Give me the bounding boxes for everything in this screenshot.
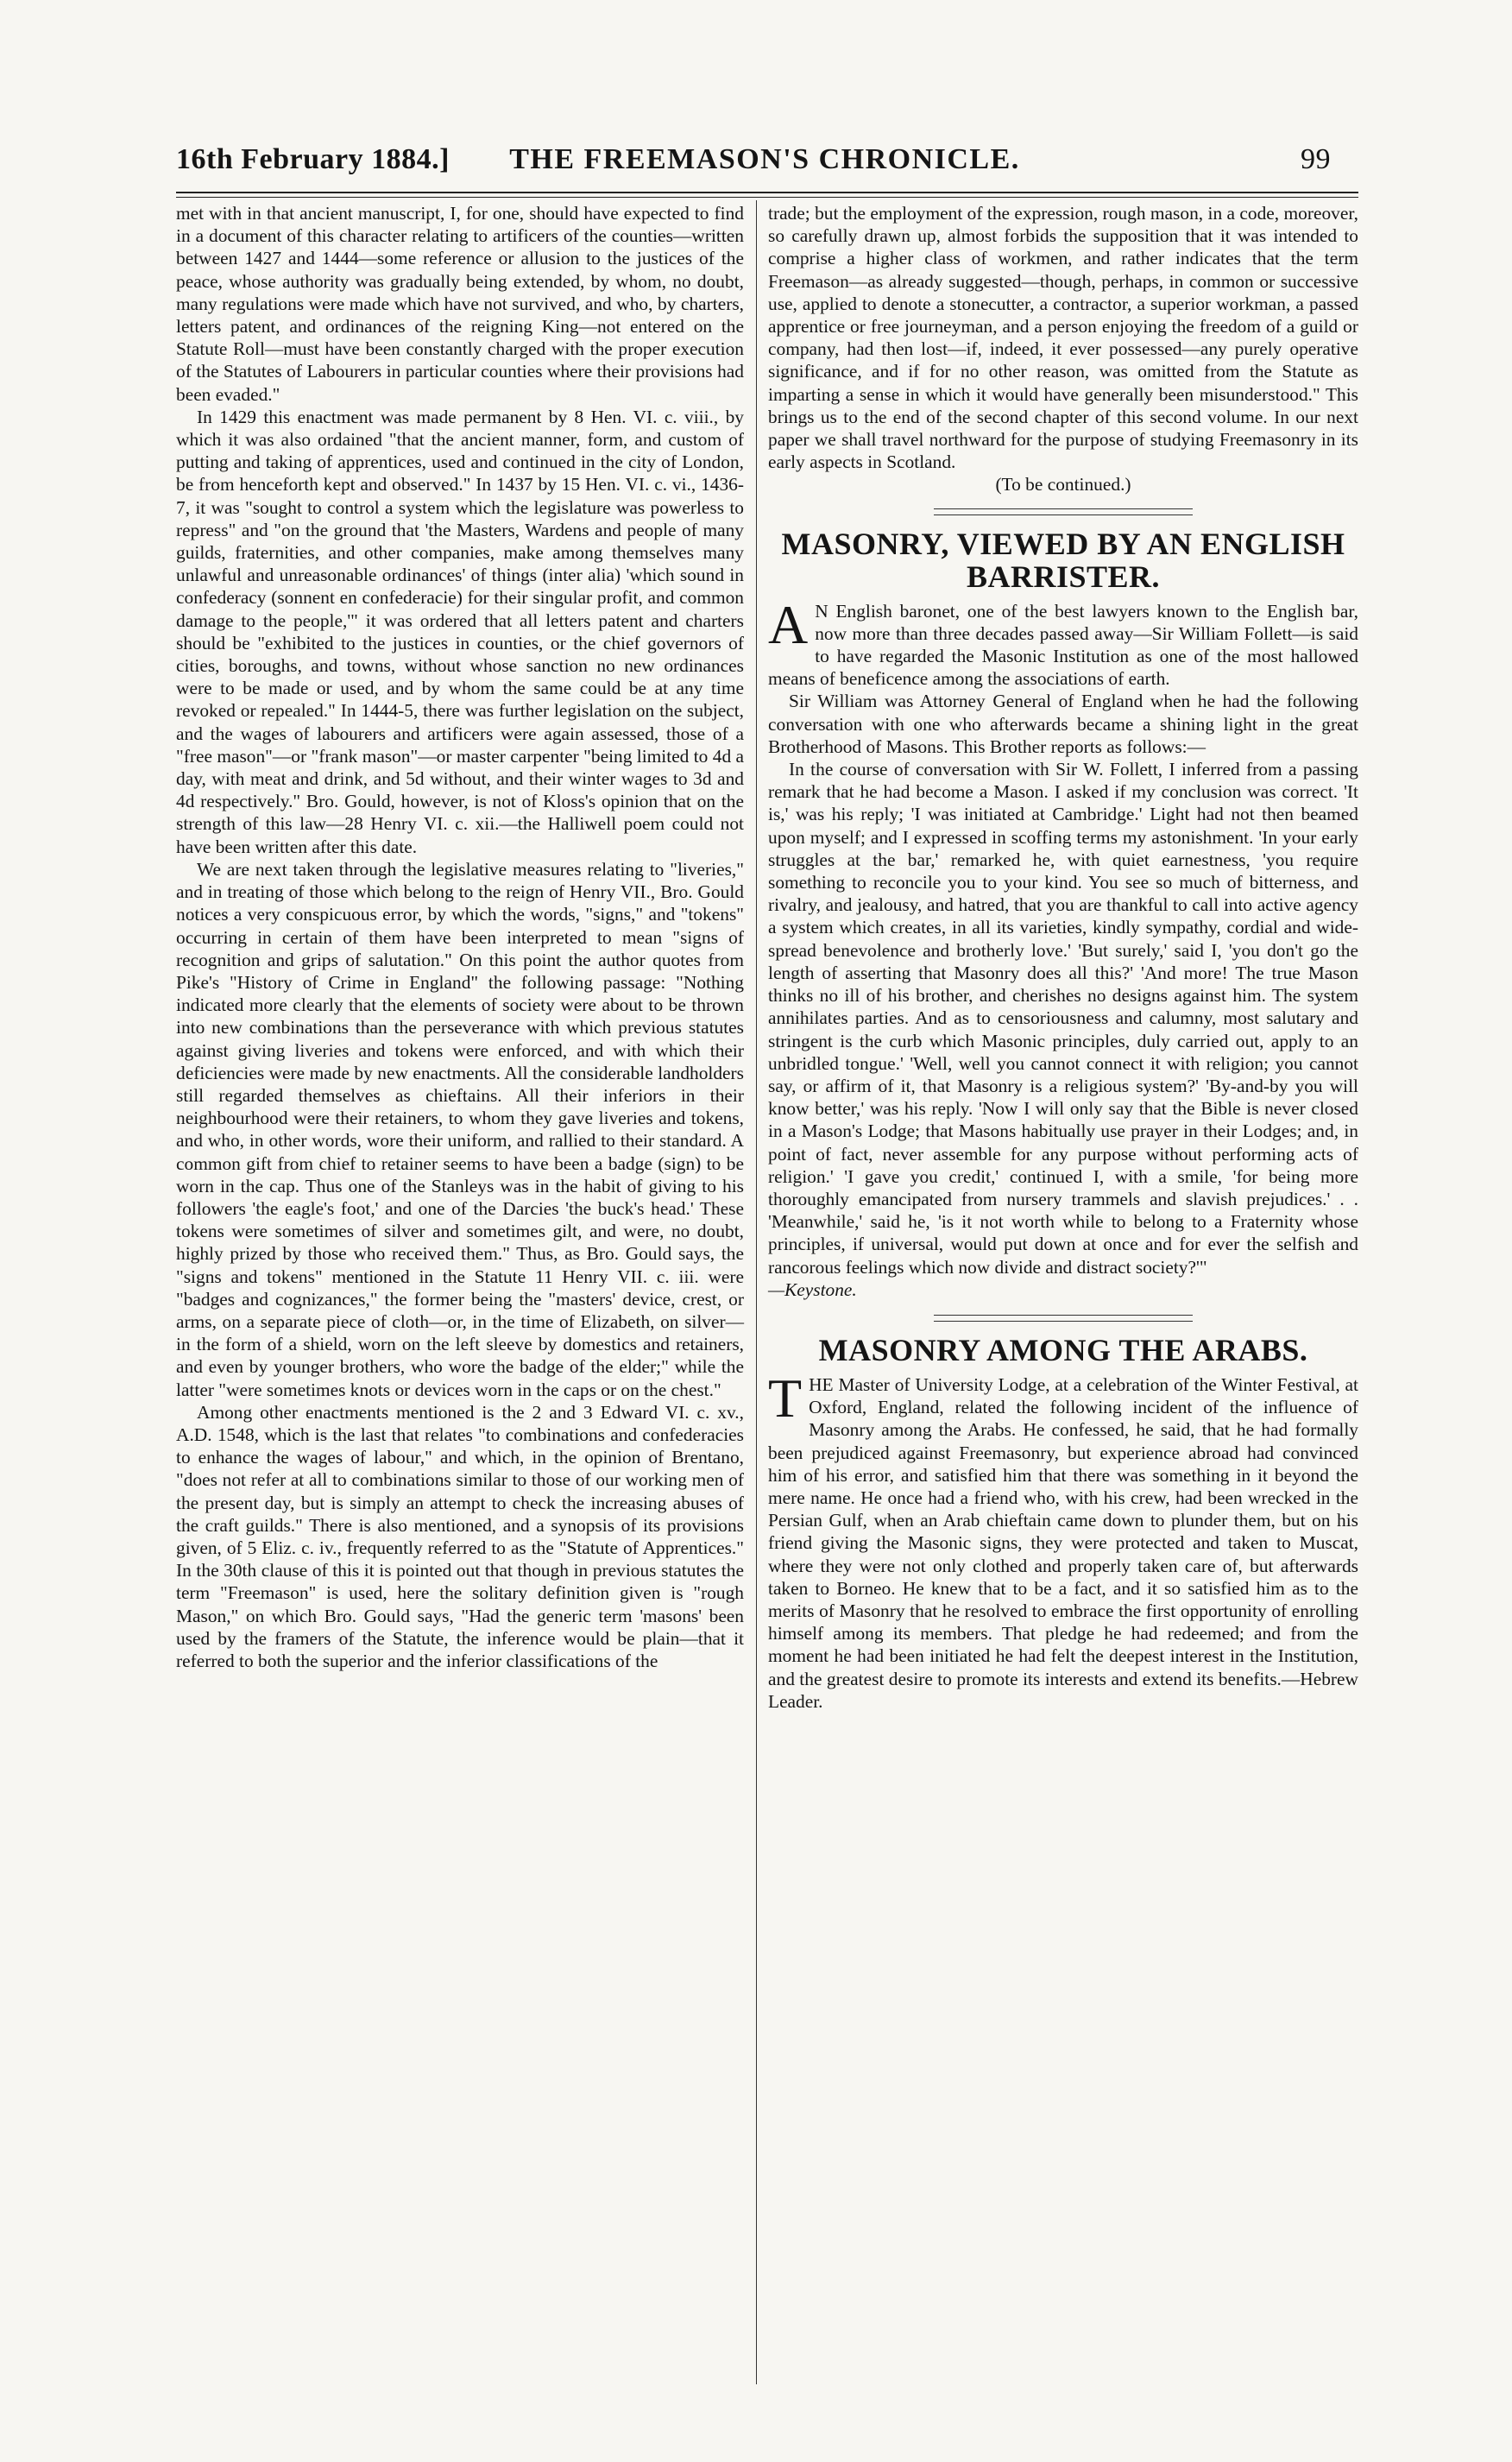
section-divider-2: [934, 1315, 1193, 1322]
page-number: 99: [1301, 143, 1331, 175]
left-column: [176, 202, 744, 1672]
spacer: [768, 593, 1358, 600]
header-rule: [176, 192, 1358, 193]
article-arabs-title: MASONRY AMONG THE ARABS.: [818, 1332, 1308, 1367]
article-barrister-title: MASONRY, VIEWED BY AN ENGLISH BARRISTER.: [781, 526, 1345, 594]
article-barrister-paragraph-1-text: N English baronet, one of the best lawyers known to the English bar, now more than three decades passed away—Sir William Follett—is said to have regarded the Masonic Institution as one of the most hallowed means of beneficence among the associations of earth.: [768, 600, 1358, 690]
article-barrister-paragraph-3: In the course of conversation with Sir W. Follett, I inferred from a passing remark that he had become a Mason. I asked if my conclusion was correct. 'It is,' was his reply; 'I was initiated at Cambridge.' Light had not then beamed upon myself; and I expressed in scoffing terms my astonishment. 'In your early struggles at the bar,' remarked he, with quiet earnestness, 'you require something to reconcile you to your kind. You see so much of bitterness, and rivalry, and jealousy, and hatred, that you are thankful to call into active agency a system which creates, in all its varieties, kindly sympathy, cordial and wide-spread benevolence and brotherly love.' 'But surely,' said I, 'you don't go the length of asserting that Masonry does all this?' 'And more! The true Mason thinks no ill of his brother, and cherishes no designs against him. The system annihilates parties. And as to censoriousness and calumny, most salutary and stringent is the curb which Masonic principles, duly carried out, apply to an unbridled tongue.' 'Well, well you cannot connect it with religion; you cannot say, or affirm of it, that Masonry is a religious system?' 'By-and-by you will know better,' was his reply. 'Now I will only say that the Bible is never closed in a Mason's Lodge; that Masons habitually use prayer in their Lodges; and, in point of fact, never assemble for any purpose without performing acts of religion.' 'I gave you credit,' continued I, with a smile, 'for being more thoroughly emancipated from nursery trammels and slavish prejudices.' . . 'Meanwhile,' said he, 'is it not worth while to belong to a Fraternity whose principles, if universal, would put down at once and for ever the selfish and rancorous feelings which now divide and distract society?'": [768, 759, 1358, 1278]
header-rule-thin: [176, 197, 1358, 198]
left-paragraph-3: We are next taken through the legislative measures relating to "liveries," and in treating of those which belong to the reign of Henry VII., Bro. Gould notices a very conspicuous error, by which the words, "signs," and "tokens" occurring in certain of them have been interpreted to mean "signs of recognition and grips of salutation." On this point the author quotes from Pike's "History of Crime in England" the following passage: "Nothing indicated more clearly that the elements of society were about to be thrown into new combinations than the perseverance with which previous statutes against giving liveries and tokens were enforced, and with which their deficiencies were made by new enactments. All the considerable landholders still regarded themselves as chieftains. All their inferiors in their neighbourhood were their retainers, to whom they gave liveries and tokens, and who, in other words, wore their uniform, and rallied to their standard. A common gift from chief to retainer seems to have been a badge (sign) to be worn in the cap. Thus one of the Stanleys was in the habit of giving to his followers 'the eagle's foot,' and one of the Darcies 'the buck's head.' These tokens were sometimes of silver and sometimes gilt, and were, no doubt, highly prized by those who received them." Thus, as Bro. Gould says, the "signs and tokens" mentioned in the Statute 11 Henry VII. c. iii. were "badges and cognizances," the former being the "masters' device, crest, or arms, on a separate piece of cloth—or, in the time of Elizabeth, on silver—in the form of a shield, worn on the left sleeve by domestics and retainers, and even by younger brothers, who wore the badge of the elder;" while the latter "were sometimes knots or devices worn in the caps or on the chest.": [176, 858, 744, 1400]
section-divider-1: [934, 508, 1193, 515]
dropcap-t: T: [768, 1367, 803, 1429]
spacer: [768, 1367, 1358, 1373]
publication-title: THE FREEMASON'S CHRONICLE.: [509, 143, 1020, 175]
left-paragraph-1: met with in that ancient manuscript, I, for one, should have expected to find in a document of this character relating to artificers of the counties—written between 1427 and 1444—some reference or allusion to the justices of the peace, whose authority was gradually being extended, by whom, no doubt, many regulations were made which have not survived, and who, by charters, letters patent, and ordinances of the reigning King—not entered on the Statute Roll—must have been constantly charged with the proper execution of the Statutes of Labourers in particular counties where their provisions had been evaded.": [176, 203, 744, 405]
to-be-continued-note: (To be continued.): [995, 474, 1131, 496]
dropcap-a: A: [768, 593, 809, 655]
article-barrister-paragraph-1: [768, 593, 1358, 691]
column-divider: [756, 200, 757, 2384]
issue-date: 16th February 1884.]: [176, 143, 450, 175]
page-header: [164, 135, 1365, 186]
article-arabs-paragraph: [768, 1367, 1358, 1713]
article-barrister-source: —Keystone.: [768, 1278, 857, 1300]
right-column: [768, 202, 1358, 1713]
left-paragraph-2: In 1429 this enactment was made permanent by 8 Hen. VI. c. viii., by which it was also ordained "that the ancient manner, form, and custom of putting and taking of apprentices, used and continued in the city of London, be from henceforth kept and observed." In 1437 by 15 Hen. VI. c. vi., 1436-7, it was "sought to control a system which the legislature was powerless to repress" and "on the ground that 'the Masters, Wardens and people of many guilds, fraternities, and other companies, make among themselves many unlawful and unreasonable ordinances' of things (inter alia) 'which sound in confederacy (sonnent en confederacie) for their singular profit, and common damage to the people,'" it was ordered that all letters patent and charters should be "exhibited to the justices in counties, or the chief governors of cities, boroughs, and towns, without whose sanction no new ordinances were to be made or used, and by whom the same could be at any time revoked or repealed." In 1444-5, there was further legislation on the subject, and the wages of labourers and artificers were again assessed, those of a "free mason"—or "frank mason"—or master carpenter "being limited to 4d a day, with meat and drink, and 5d without, and their winter wages to 3d and 4d respectively." Bro. Gould, however, is not of Kloss's opinion that on the strength of this law—28 Henry VI. c. xii.—the Halliwell poem could not have been written after this date.: [176, 406, 744, 857]
article-barrister-paragraph-2: Sir William was Attorney General of England when he had the following conversation with one who afterwards became a shining light in the great Brotherhood of Masons. This Brother reports as follows:—: [768, 691, 1358, 757]
right-continuation-paragraph: trade; but the employment of the expression, rough mason, in a code, moreover, so carefully drawn up, almost forbids the supposition that it was intended to comprise a higher class of workmen, and rather indicates that the term Freemason—as already suggested—though, perhaps, in common or successive use, applied to denote a stonecutter, a contractor, a superior workman, a passed apprentice or free journeyman, and a person enjoying the freedom of a guild or company, had then lost—if, indeed, it ever possessed—any purely operative significance, and if for no other reason, was omitted from the Statute as imparting a sense in which it would have generally been misunderstood." This brings us to the end of the second chapter of this second volume. In our next paper we shall travel northward for the purpose of studying Freemasonry in its early aspects in Scotland.: [768, 203, 1358, 473]
left-paragraph-4: Among other enactments mentioned is the 2 and 3 Edward VI. c. xv., A.D. 1548, which is the last that relates "to combinations and confederacies to enhance the wages of labour," and which, in the opinion of Brentano, "does not refer at all to combinations similar to those of our working men of the present day, but is simply an attempt to check the increasing abuses of the craft guilds." There is also mentioned, and a synopsis of its provisions given, of 5 Eliz. c. iv., frequently referred to as the "Statute of Apprentices." In the 30th clause of this it is pointed out that though in previous statutes the term "Freemason" is used, here the solitary definition given is "rough Mason," on which Bro. Gould says, "Had the generic term 'masons' been used by the framers of the Statute, the inference would be plain—that it referred to both the superior and the inferior classifications of the: [176, 1401, 744, 1671]
article-arabs-paragraph-text: HE Master of University Lodge, at a celebration of the Winter Festival, at Oxford, England, related the following incident of the influence of Masonry among the Arabs. He confessed, he said, that he had formally been prejudiced against Freemasonry, but experience abroad had convinced him of his error, and satisfied him that there was something in it beyond the mere name. He once had a friend who, with his crew, had been wrecked in the Persian Gulf, when an Arab chieftain came down to plunder them, but on his friend giving the Masonic signs, they were protected and taken to Muscat, where they were not only clothed and properly taken care of, but afterwards taken to Borneo. He knew that to be a fact, and it so satisfied him as to the merits of Masonry that he resolved to embrace the first opportunity of enrolling himself among its members. That pledge he had redeemed; and from the moment he had been initiated he had felt the deepest interest in the Institution, and the greatest desire to promote its interests and extend its benefits.—Hebrew Leader.: [768, 1373, 1358, 1712]
